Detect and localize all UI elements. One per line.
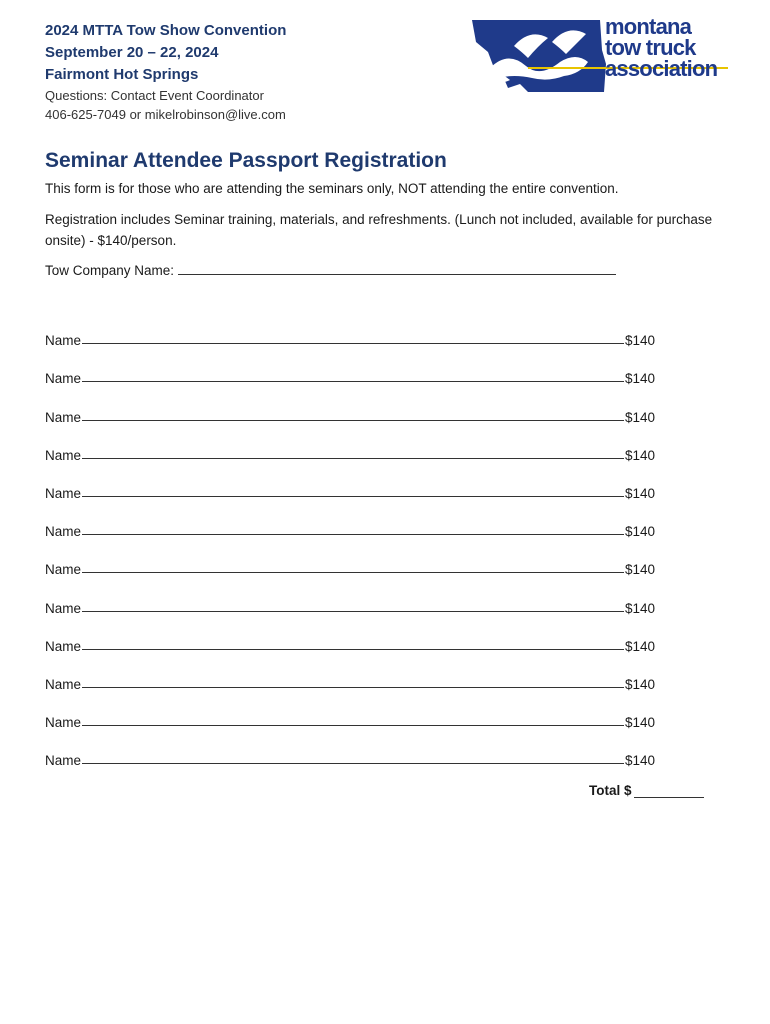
name-label: Name: [45, 333, 82, 349]
price-label: $140: [624, 562, 655, 578]
form-title: Seminar Attendee Passport Registration: [45, 149, 447, 172]
name-entry-line[interactable]: [82, 495, 624, 497]
logo-wordmark: [605, 16, 717, 79]
event-dates: September 20 – 22, 2024: [45, 44, 219, 61]
name-entry-line[interactable]: [82, 419, 624, 421]
name-label: Name: [45, 447, 82, 463]
name-label: Name: [45, 638, 82, 654]
form-intro: This form is for those who are attending the seminars only, NOT attending the entire convention.: [45, 181, 619, 196]
price-label: $140: [624, 753, 655, 769]
name-label: Name: [45, 753, 82, 769]
name-entry-line[interactable]: [82, 571, 624, 573]
name-label: Name: [45, 600, 82, 616]
attendee-row: [45, 692, 655, 730]
name-entry-line[interactable]: [82, 342, 624, 344]
attendee-row: [45, 654, 655, 692]
name-label: Name: [45, 485, 82, 501]
event-title: 2024 MTTA Tow Show Convention: [45, 22, 287, 39]
name-label: Name: [45, 371, 82, 387]
attendee-row: [45, 577, 655, 615]
montana-map-icon: [468, 16, 608, 96]
price-label: $140: [624, 485, 655, 501]
name-entry-line[interactable]: [82, 380, 624, 382]
logo-text-line3: association: [605, 56, 718, 81]
name-label: Name: [45, 676, 82, 692]
price-label: $140: [624, 638, 655, 654]
attendee-row: [45, 348, 655, 386]
company-label: Tow Company Name:: [45, 263, 175, 278]
attendee-row: [45, 386, 655, 424]
name-entry-line[interactable]: [82, 762, 624, 764]
name-entry-line[interactable]: [82, 724, 624, 726]
attendee-list: [45, 310, 655, 768]
attendee-row: [45, 310, 655, 348]
logo-text-line1: montana: [605, 14, 692, 39]
name-entry-line[interactable]: [82, 686, 624, 688]
price-label: $140: [624, 715, 655, 731]
name-entry-line[interactable]: [82, 457, 624, 459]
event-location: Fairmont Hot Springs: [45, 66, 199, 83]
contact-details: 406-625-7049 or mikelrobinson@live.com: [45, 107, 286, 122]
price-label: $140: [624, 676, 655, 692]
name-label: Name: [45, 715, 82, 731]
attendee-row: [45, 463, 655, 501]
attendee-row: [45, 730, 655, 768]
price-label: $140: [624, 524, 655, 540]
company-field: [45, 260, 616, 281]
name-label: Name: [45, 409, 82, 425]
price-label: $140: [624, 371, 655, 387]
total-field: [589, 783, 704, 798]
price-label: $140: [624, 447, 655, 463]
name-label: Name: [45, 524, 82, 540]
attendee-row: [45, 616, 655, 654]
price-label: $140: [624, 409, 655, 425]
total-amount-line[interactable]: [634, 785, 704, 798]
event-header: [45, 20, 286, 124]
price-label: $140: [624, 600, 655, 616]
price-label: $140: [624, 333, 655, 349]
company-name-line[interactable]: [178, 261, 616, 275]
total-label: Total $: [589, 783, 632, 798]
attendee-row: [45, 425, 655, 463]
logo-text-line2: tow truck: [605, 35, 696, 60]
attendee-row: [45, 539, 655, 577]
name-label: Name: [45, 562, 82, 578]
attendee-row: [45, 501, 655, 539]
name-entry-line[interactable]: [82, 648, 624, 650]
mtta-logo: [468, 16, 730, 96]
name-entry-line[interactable]: [82, 533, 624, 535]
form-includes: Registration includes Seminar training, materials, and refreshments. (Lunch not included, available for purchase onsite) - $140/person.: [45, 212, 713, 248]
name-entry-line[interactable]: [82, 610, 624, 612]
contact-line: Questions: Contact Event Coordinator: [45, 88, 264, 103]
